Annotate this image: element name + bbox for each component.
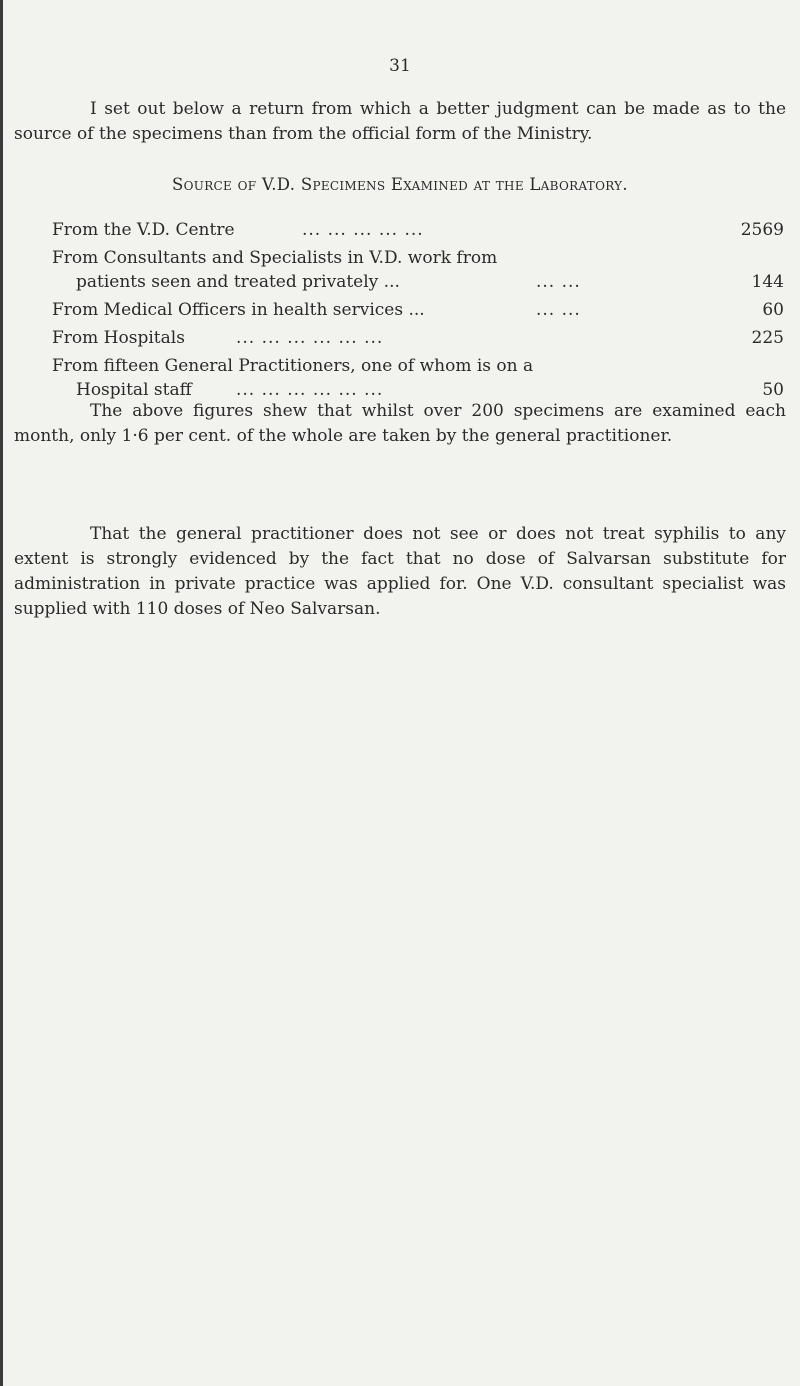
dot-leader: ... ... ... ... ... <box>302 220 424 240</box>
specimen-source-table <box>52 218 784 402</box>
table-row <box>52 246 784 294</box>
body-paragraph-1: The above figures shew that whilst over 200 specimens are examined each month, only 1·6 per cent. of the whole are taken by the general practitioner. <box>14 401 786 446</box>
row-value: 2569 <box>740 220 784 240</box>
row-label-continued: Hospital staff <box>76 380 192 400</box>
row-value: 225 <box>751 328 784 348</box>
row-label: From Hospitals <box>52 328 185 348</box>
dot-leader: ... ... <box>536 272 581 292</box>
row-label: From Medical Officers in health services ... <box>52 300 425 320</box>
dot-leader: ... ... ... ... ... ... <box>236 380 384 400</box>
row-label: From Consultants and Specialists in V.D. work from <box>52 248 498 268</box>
table-row <box>52 354 784 402</box>
row-label-continued: patients seen and treated privately ... <box>76 272 400 292</box>
intro-paragraph: I set out below a return from which a better judgment can be made as to the source of the specimens than from the official form of the Ministry. <box>14 99 786 144</box>
table-row <box>52 218 784 242</box>
row-value: 60 <box>762 300 784 320</box>
table-row <box>52 298 784 322</box>
page-left-border <box>0 0 3 1386</box>
row-value: 144 <box>751 272 784 292</box>
row-label: From fifteen General Practitioners, one of whom is on a <box>52 356 534 376</box>
dot-leader: ... ... <box>536 300 581 320</box>
table-heading: Source of V.D. Specimens Examined at the Laboratory. <box>172 175 628 194</box>
page-number: 31 <box>389 56 411 76</box>
table-row <box>52 326 784 350</box>
row-label: From the V.D. Centre <box>52 220 235 240</box>
body-paragraph-2: That the general practitioner does not see or does not treat syphilis to any extent is strongly evidenced by the fact that no dose of Salvarsan substitute for administration in private practice was applied for. One V.D. consultant specialist was supplied with 110 doses of Neo Salvarsan. <box>14 524 786 619</box>
dot-leader: ... ... ... ... ... ... <box>236 328 384 348</box>
row-value: 50 <box>762 380 784 400</box>
